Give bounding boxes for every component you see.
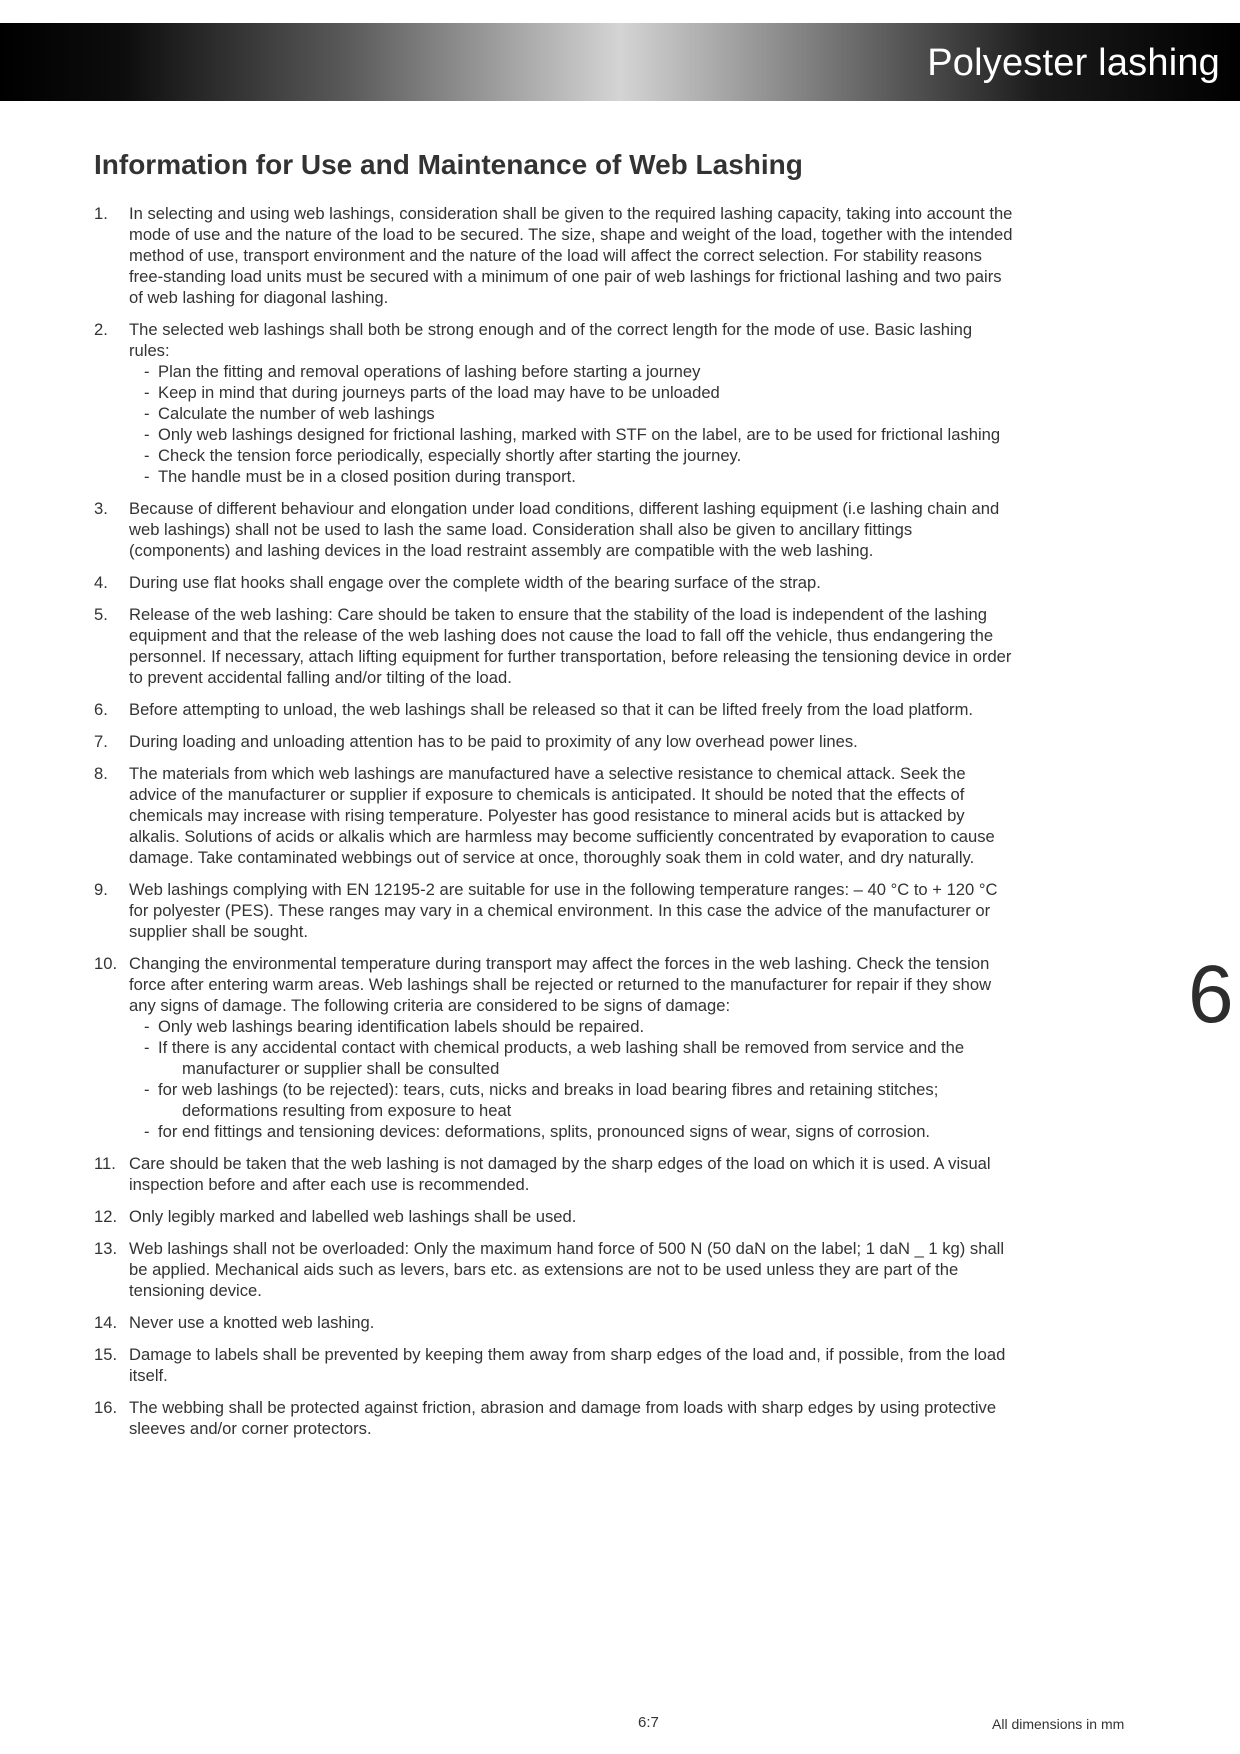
sub-list-item [144, 361, 1014, 382]
dash-bullet: - [144, 1080, 150, 1099]
list-item [94, 1397, 1014, 1439]
list-item [94, 319, 1014, 487]
list-item [94, 1312, 1014, 1333]
list-item [94, 1344, 1014, 1386]
sub-item-text: The handle must be in a closed position during transport. [158, 467, 576, 486]
list-item [94, 604, 1014, 688]
sub-list-item [144, 1121, 1014, 1142]
item-body [129, 1238, 1014, 1301]
item-number: 6. [94, 700, 108, 719]
item-body [129, 319, 1014, 487]
dash-bullet: - [144, 362, 150, 381]
item-body [129, 203, 1014, 308]
item-number: 4. [94, 573, 108, 592]
item-text: The webbing shall be protected against friction, abrasion and damage from loads with sharp edges by using protective sleeves and/or corner protectors. [129, 1398, 997, 1438]
sub-list-item [144, 466, 1014, 487]
item-number: 10. [94, 954, 118, 973]
item-text: Never use a knotted web lashing. [129, 1313, 375, 1332]
list-item [94, 731, 1014, 752]
item-number: 12. [94, 1207, 118, 1226]
item-body [129, 1153, 1014, 1195]
dash-bullet: - [144, 1017, 150, 1036]
sub-list-item [144, 1079, 1014, 1121]
item-body [129, 1312, 1014, 1333]
item-number: 11. [94, 1154, 116, 1173]
dash-bullet: - [144, 425, 150, 444]
sub-list-item [144, 1016, 1014, 1037]
list-item [94, 879, 1014, 942]
dash-bullet: - [144, 404, 150, 423]
header-banner [0, 23, 1240, 101]
page-heading: Information for Use and Maintenance of Web Lashing [94, 149, 803, 180]
list-item [94, 1153, 1014, 1195]
sub-list-item [144, 1037, 1014, 1079]
list-item [94, 1206, 1014, 1227]
item-text: During use flat hooks shall engage over the complete width of the bearing surface of the strap. [129, 573, 821, 592]
item-body [129, 1344, 1014, 1386]
list-item [94, 763, 1014, 868]
item-number: 15. [94, 1345, 118, 1364]
item-body [129, 699, 1014, 720]
sub-item-text: Check the tension force periodically, especially shortly after starting the journey. [158, 446, 742, 465]
item-text: Web lashings shall not be overloaded: Only the maximum hand force of 500 N (50 daN on the label; 1 daN _ 1 kg) shall be applied. Mechanical aids such as levers, bars etc. as extensions are not to be used unless they are part of the tensioning device. [129, 1239, 1005, 1300]
dash-bullet: - [144, 383, 150, 402]
item-text: Before attempting to unload, the web lashings shall be released so that it can be lifted freely from the load platform. [129, 700, 974, 719]
sub-item-text: If there is any accidental contact with chemical products, a web lashing shall be removed from service and the manufacturer or supplier shall be consulted [158, 1038, 965, 1078]
list-item [94, 498, 1014, 561]
dash-bullet: - [144, 467, 150, 486]
item-text: Changing the environmental temperature during transport may affect the forces in the web lashing. Check the tension force after entering warm areas. Web lashings shall be rejected or returned to the manufacturer for repair if they show any signs of damage. The following criteria are considered to be signs of damage: [129, 954, 992, 1015]
item-number: 7. [94, 732, 108, 751]
item-text: During loading and unloading attention has to be paid to proximity of any low overhead power lines. [129, 732, 858, 751]
sub-item-text: for web lashings (to be rejected): tears, cuts, nicks and breaks in load bearing fibres and retaining stitches; deformations resulting from exposure to heat [158, 1080, 939, 1120]
item-number: 14. [94, 1313, 118, 1332]
sub-list-item [144, 382, 1014, 403]
item-body [129, 731, 1014, 752]
dash-bullet: - [144, 1038, 150, 1057]
page-number: 6:7 [638, 1714, 659, 1731]
item-text: Care should be taken that the web lashing is not damaged by the sharp edges of the load on which it is used. A visual inspection before and after each use is recommended. [129, 1154, 991, 1194]
item-number: 8. [94, 764, 108, 783]
sub-item-text: Calculate the number of web lashings [158, 404, 435, 423]
banner-title: Polyester lashing [927, 42, 1220, 84]
item-body [129, 1397, 1014, 1439]
list-item [94, 203, 1014, 308]
item-text: The materials from which web lashings are manufactured have a selective resistance to chemical attack. Seek the advice of the manufacturer or supplier if exposure to chemicals is anticipated. It should be noted that the effects of chemicals may increase with rising temperature. Polyester has good resistance to mineral acids but is attacked by alkalis. Solutions of acids or alkalis which are harmless may become sufficiently concentrated by evaporation to cause damage. Take contaminated webbings out of service at once, thoroughly soak them in cold water, and dry naturally. [129, 764, 995, 867]
item-body [129, 953, 1014, 1142]
list-item [94, 1238, 1014, 1301]
item-number: 13. [94, 1239, 118, 1258]
sub-list-item [144, 403, 1014, 424]
item-text: Only legibly marked and labelled web lashings shall be used. [129, 1207, 577, 1226]
item-body [129, 1206, 1014, 1227]
sub-item-text: Plan the fitting and removal operations of lashing before starting a journey [158, 362, 701, 381]
item-body [129, 604, 1014, 688]
item-text: Damage to labels shall be prevented by keeping them away from sharp edges of the load and, if possible, from the load itself. [129, 1345, 1006, 1385]
sub-item-text: Keep in mind that during journeys parts of the load may have to be unloaded [158, 383, 720, 402]
sub-list-item [144, 445, 1014, 466]
list-item [94, 572, 1014, 593]
sub-item-text: Only web lashings bearing identification labels should be repaired. [158, 1017, 645, 1036]
item-number: 16. [94, 1398, 118, 1417]
item-text: Web lashings complying with EN 12195-2 are suitable for use in the following temperature ranges: – 40 °C to + 120 °C for polyester (PES). These ranges may vary in a chemical environment. In this case the advice of the manufacturer or supplier shall be sought. [129, 880, 998, 941]
instruction-list [94, 203, 1014, 1450]
item-number: 1. [94, 204, 108, 223]
sub-item-text: Only web lashings designed for frictional lashing, marked with STF on the label, are to be used for frictional lashing [158, 425, 1001, 444]
item-text: In selecting and using web lashings, consideration shall be given to the required lashing capacity, taking into account the mode of use and the nature of the load to be secured. The size, shape and weight of the load, together with the intended method of use, transport environment and the nature of the load will affect the correct selection. For stability reasons free-standing load units must be secured with a minimum of one pair of web lashings for frictional lashing and two pairs of web lashing for diagonal lashing. [129, 204, 1013, 307]
item-number: 9. [94, 880, 108, 899]
dash-bullet: - [144, 1122, 150, 1141]
item-number: 5. [94, 605, 108, 624]
item-body [129, 763, 1014, 868]
sub-list-item [144, 424, 1014, 445]
dimensions-note: All dimensions in mm [992, 1716, 1125, 1732]
item-text: The selected web lashings shall both be strong enough and of the correct length for the mode of use. Basic lashing rules: [129, 320, 973, 360]
item-body [129, 498, 1014, 561]
list-item [94, 699, 1014, 720]
item-body [129, 879, 1014, 942]
sub-list [129, 1016, 1014, 1142]
chapter-number: 6 [1188, 949, 1234, 1040]
list-item [94, 953, 1014, 1142]
item-number: 3. [94, 499, 108, 518]
item-text: Release of the web lashing: Care should be taken to ensure that the stability of the load is independent of the lashing equipment and that the release of the web lashing does not cause the load to fall off the vehicle, thus endangering the personnel. If necessary, attach lifting equipment for further transportation, before releasing the tensioning device in order to prevent accidental falling and/or tilting of the load. [129, 605, 1012, 687]
sub-list [129, 361, 1014, 487]
item-text: Because of different behaviour and elongation under load conditions, different lashing equipment (i.e lashing chain and web lashings) shall not be used to lash the same load. Consideration shall also be given to ancillary fittings (components) and lashing devices in the load restraint assembly are compatible with the web lashing. [129, 499, 1000, 560]
item-number: 2. [94, 320, 108, 339]
item-body [129, 572, 1014, 593]
sub-item-text: for end fittings and tensioning devices: deformations, splits, pronounced signs of wear, signs of corrosion. [158, 1122, 931, 1141]
dash-bullet: - [144, 446, 150, 465]
